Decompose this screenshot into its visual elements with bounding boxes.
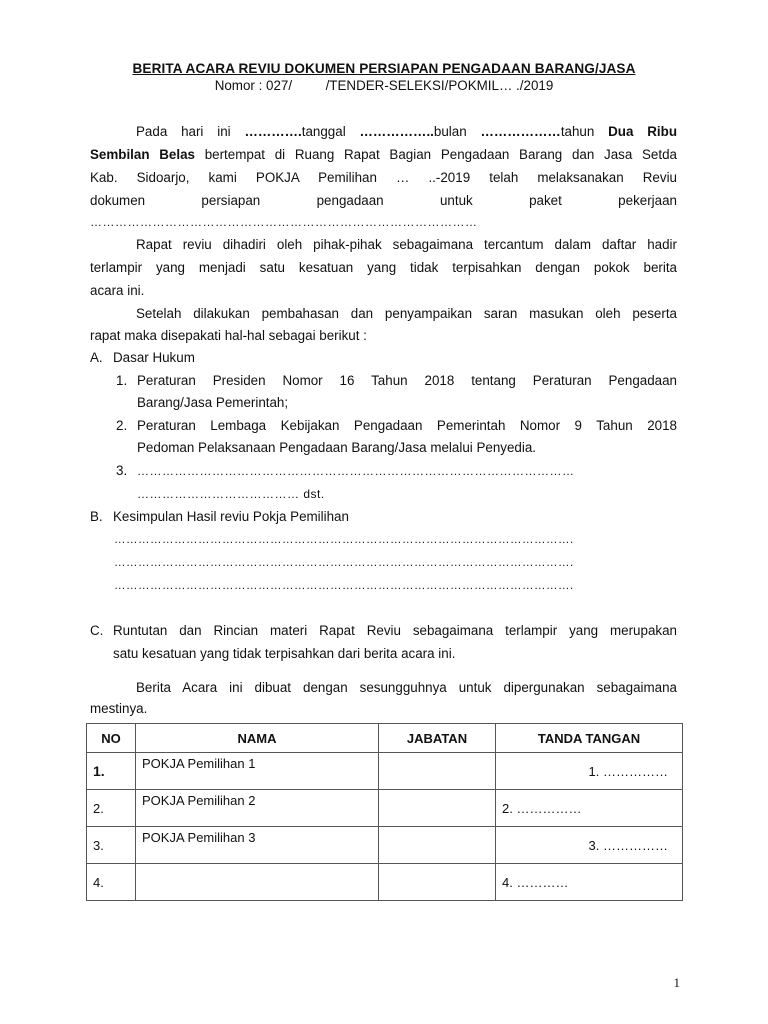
section-b-line2: ……………………………………………………………………………………………………. xyxy=(114,557,574,569)
document-title: BERITA ACARA REVIU DOKUMEN PERSIAPAN PENGADAAN BARANG/JASA xyxy=(132,61,636,76)
row-jabatan xyxy=(379,827,496,864)
section-c-line2: satu kesatuan yang tidak terpisahkan dari berita acara ini. xyxy=(113,646,456,661)
section-a-item2-line1: Peraturan Lembaga Kebijakan Pengadaan Pemerintah Nomor 9 Tahun 2018 xyxy=(137,418,677,433)
section-b-label: B. xyxy=(90,509,103,524)
row-nama: POKJA Pemilihan 1 xyxy=(136,753,379,790)
header-no: NO xyxy=(87,724,136,753)
section-a-item1-line2: Barang/Jasa Pemerintah; xyxy=(137,395,289,410)
header-jabatan: JABATAN xyxy=(379,724,496,753)
document-number: Nomor : 027/ /TENDER-SELEKSI/POKMIL… ./2019 xyxy=(214,78,554,93)
section-b-line3: ……………………………………………………………………………………………………. xyxy=(114,580,574,592)
row-nama xyxy=(136,864,379,901)
section-a-item1-num: 1. xyxy=(116,373,128,388)
para1-line3: Kab. Sidoarjo, kami POKJA Pemilihan … ..-2019 telah melaksanakan Reviu xyxy=(90,170,677,185)
section-c-line1: Runtutan dan Rincian materi Rapat Reviu sebagaimana terlampir yang merupakan xyxy=(113,623,677,638)
section-a-item3-line1: …………………………………………………………………………………………… xyxy=(137,464,575,478)
table-row xyxy=(87,753,683,790)
section-b-line1: ……………………………………………………………………………………………………. xyxy=(114,534,574,546)
row-no: 3. xyxy=(87,827,136,864)
closing-line1: Berita Acara ini dibuat dengan sesungguhnya untuk dipergunakan sebagaimana xyxy=(136,680,677,695)
section-a-item3-num: 3. xyxy=(116,463,128,478)
row-tanda-tangan: 4. ………… xyxy=(496,864,683,901)
table-row xyxy=(87,827,683,864)
row-jabatan xyxy=(379,753,496,790)
section-c-label: C. xyxy=(90,623,104,638)
section-a-label: A. xyxy=(90,350,103,365)
section-b-title: Kesimpulan Hasil reviu Pokja Pemilihan xyxy=(113,509,349,524)
signature-table xyxy=(86,723,683,901)
row-jabatan xyxy=(379,864,496,901)
header-tanda-tangan: TANDA TANGAN xyxy=(496,724,683,753)
closing-line2: mestinya. xyxy=(90,701,148,716)
para3-line2: rapat maka disepakati hal-hal sebagai berikut : xyxy=(90,328,367,343)
row-tanda-tangan: 1. …………… xyxy=(496,753,683,790)
table-header-row xyxy=(87,724,683,753)
row-no: 4. xyxy=(87,864,136,901)
section-a-item2-line2: Pedoman Pelaksanaan Pengadaan Barang/Jasa melalui Penyedia. xyxy=(137,440,537,455)
row-nama: POKJA Pemilihan 3 xyxy=(136,827,379,864)
table-row xyxy=(87,864,683,901)
page-number: 1 xyxy=(673,975,680,990)
row-jabatan xyxy=(379,790,496,827)
section-a-item2-num: 2. xyxy=(116,418,128,433)
row-no: 2. xyxy=(87,790,136,827)
section-a-item3-line2: ………………………………… dst. xyxy=(137,487,325,501)
section-a-item1-line1: Peraturan Presiden Nomor 16 Tahun 2018 tentang Peraturan Pengadaan xyxy=(137,373,677,388)
para1-line1: Pada hari ini ………….tanggal ……………..bulan ………………tahun Dua Ribu xyxy=(136,124,677,139)
header-nama: NAMA xyxy=(136,724,379,753)
row-nama: POKJA Pemilihan 2 xyxy=(136,790,379,827)
para1-line4: dokumen persiapan pengadaan untuk paket pekerjaan xyxy=(90,193,677,208)
para1-line5: ………………………………………………………………………………… xyxy=(90,215,478,229)
para2-line2: terlampir yang menjadi satu kesatuan yang tidak terpisahkan dengan pokok berita xyxy=(90,260,677,275)
row-tanda-tangan: 2. …………… xyxy=(496,790,683,827)
para2-line1: Rapat reviu dihadiri oleh pihak-pihak sebagaimana tercantum dalam daftar hadir xyxy=(136,237,677,252)
para1-line2: Sembilan Belas bertempat di Ruang Rapat Bagian Pengadaan Barang dan Jasa Setda xyxy=(90,147,677,162)
row-no: 1. xyxy=(87,753,136,790)
row-tanda-tangan: 3. …………… xyxy=(496,827,683,864)
section-a-title: Dasar Hukum xyxy=(113,350,195,365)
table-row xyxy=(87,790,683,827)
para3-line1: Setelah dilakukan pembahasan dan penyampaikan saran masukan oleh peserta xyxy=(136,306,677,321)
para2-line3: acara ini. xyxy=(90,283,145,298)
